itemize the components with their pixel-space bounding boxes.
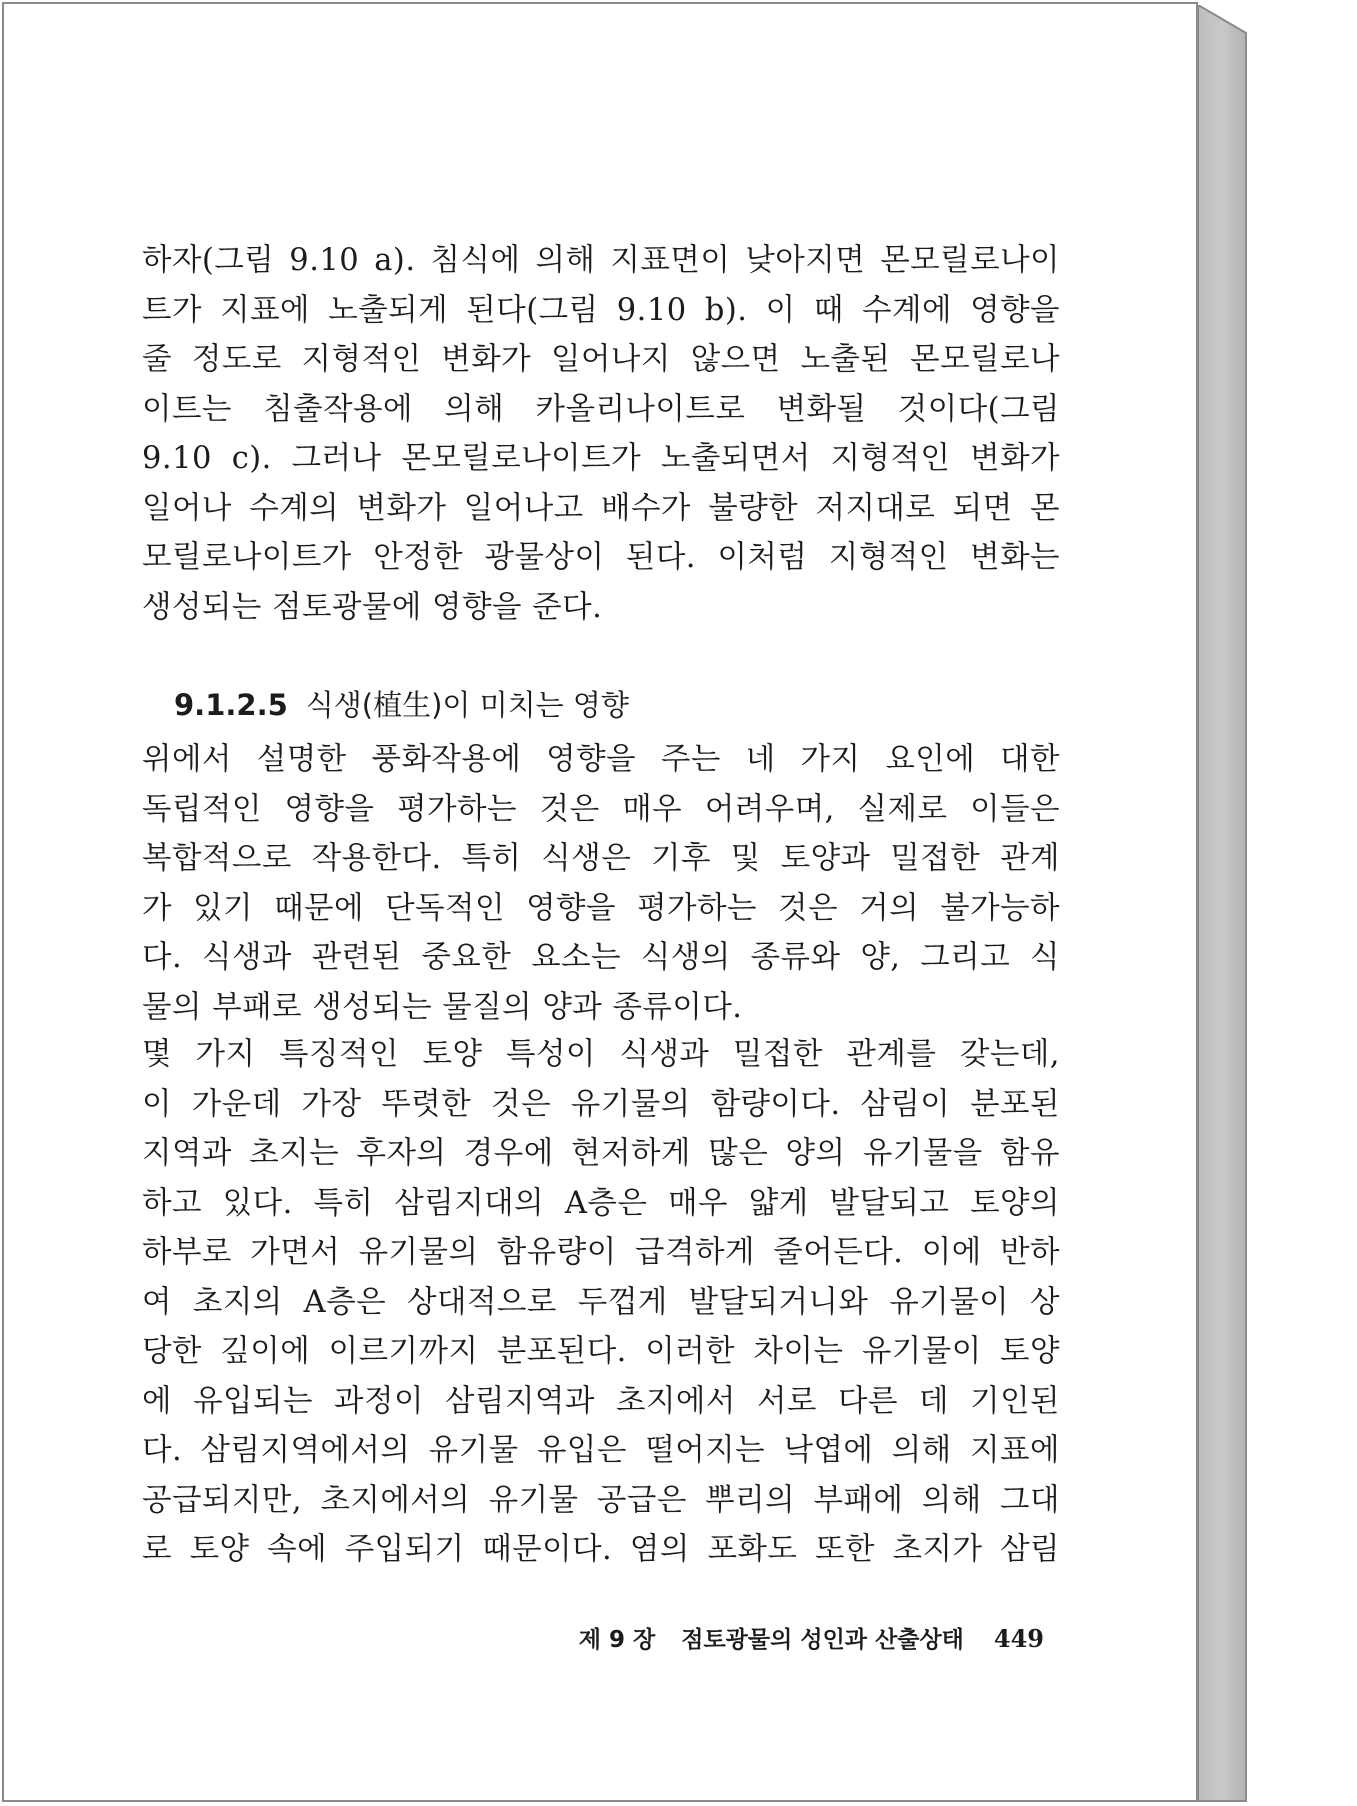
text-line: 모릴로나이트가 안정한 광물상이 된다. 이처럼 지형적인 변화는 xyxy=(142,540,1060,575)
text-line: 에 유입되는 과정이 삼림지역과 초지에서 서로 다른 데 기인된 xyxy=(142,1383,1060,1419)
text-line: 하부로 가면서 유기물의 함유량이 급격하게 줄어든다. 이에 반하 xyxy=(142,1235,1060,1270)
text-line: 하고 있다. 특히 삼림지대의 A층은 매우 얇게 발달되고 토양의 xyxy=(142,1185,1060,1221)
text-line: 당한 깊이에 이르기까지 분포된다. 이러한 차이는 유기물이 토양 xyxy=(142,1334,1060,1369)
section-heading xyxy=(174,680,629,730)
running-footer xyxy=(544,1616,1044,1662)
text-line: 독립적인 영향을 평가하는 것은 매우 어려우며, 실제로 이들은 xyxy=(142,791,1060,827)
text-line: 9.10 c). 그러나 몬모릴로나이트가 노출되면서 지형적인 변화가 xyxy=(142,441,1060,476)
text-line: 공급되지만, 초지에서의 유기물 공급은 뿌리의 부패에 의해 그대 xyxy=(142,1482,1060,1518)
text-line: 여 초지의 A층은 상대적으로 두껍게 발달되거니와 유기물이 상 xyxy=(142,1284,1060,1320)
text-line: 로 토양 속에 주입되기 때문이다. 염의 포화도 또한 초지가 삼림 xyxy=(142,1532,1060,1567)
text-line: 이트는 침출작용에 의해 카올리나이트로 변화될 것이다(그림 xyxy=(142,391,1060,427)
text-line: 물의 부패로 생성되는 물질의 양과 종류이다. xyxy=(142,989,743,1025)
paragraph-1 xyxy=(142,236,1060,632)
text-line: 다. 식생과 관련된 중요한 요소는 식생의 종류와 양, 그리고 식 xyxy=(142,940,1060,975)
text-line: 가 있기 때문에 단독적인 영향을 평가하는 것은 거의 불가능하 xyxy=(142,890,1060,926)
page-number: 449 xyxy=(993,1624,1044,1653)
text-line: 생성되는 점토광물에 영향을 준다. xyxy=(142,589,603,625)
section-title: 식생(植生)이 미치는 영향 xyxy=(305,688,629,722)
text-line: 몇 가지 특징적인 토양 특성이 식생과 밀접한 관계를 갖는데, xyxy=(142,1037,1060,1072)
paragraph-2 xyxy=(142,735,1060,1032)
paragraph-3 xyxy=(142,1030,1060,1575)
book-edge-graphic xyxy=(1198,5,1290,1805)
text-line: 하자(그림 9.10 a). 침식에 의해 지표면이 낮아지면 몬모릴로나이 xyxy=(142,243,1060,278)
text-line: 복합적으로 작용한다. 특히 식생은 기후 및 토양과 밀접한 관계 xyxy=(142,841,1060,876)
text-line: 다. 삼림지역에서의 유기물 유입은 떨어지는 낙엽에 의해 지표에 xyxy=(142,1433,1060,1468)
text-line: 지역과 초지는 후자의 경우에 현저하게 많은 양의 유기물을 함유 xyxy=(142,1136,1060,1171)
text-line: 트가 지표에 노출되게 된다(그림 9.10 b). 이 때 수계에 영향을 xyxy=(142,292,1060,328)
footer-chapter: 제 9 장 xyxy=(578,1627,656,1653)
text-line: 위에서 설명한 풍화작용에 영향을 주는 네 가지 요인에 대한 xyxy=(142,742,1060,777)
text-line: 이 가운데 가장 뚜렷한 것은 유기물의 함량이다. 삼림이 분포된 xyxy=(142,1086,1060,1122)
section-number: 9.1.2.5 xyxy=(174,688,288,722)
text-line: 일어나 수계의 변화가 일어나고 배수가 불량한 저지대로 되면 몬 xyxy=(142,490,1060,526)
book-page xyxy=(2,2,1198,1802)
footer-title: 점토광물의 성인과 산출상태 xyxy=(681,1627,964,1653)
text-line: 줄 정도로 지형적인 변화가 일어나지 않으면 노출된 몬모릴로나 xyxy=(142,342,1060,377)
